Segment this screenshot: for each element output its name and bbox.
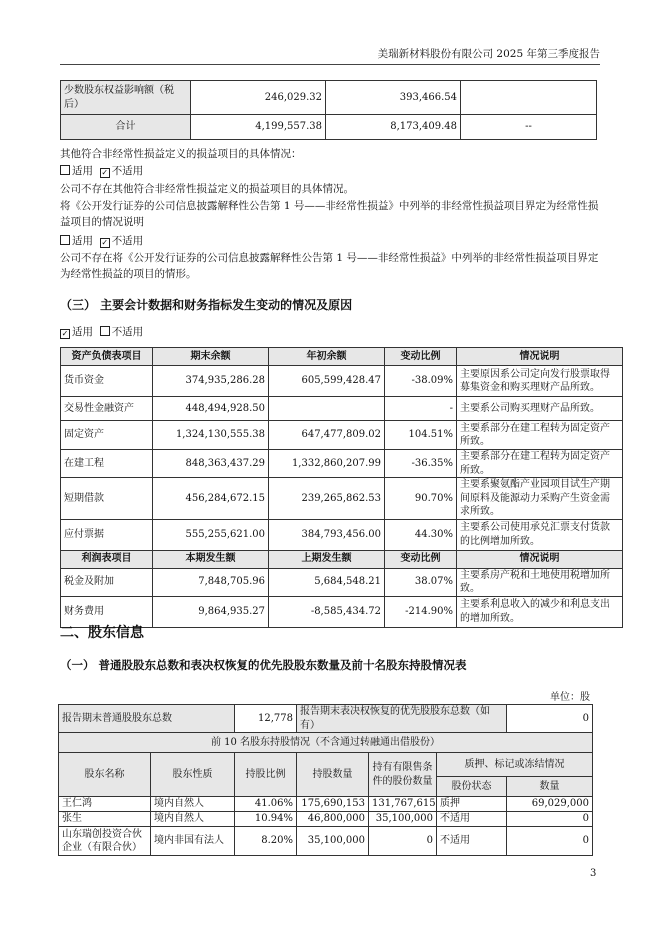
applicability-options — [60, 163, 600, 179]
cell-ratio: 41.06% — [235, 797, 297, 812]
option-label: 适用 — [72, 165, 93, 177]
cell-status: 不适用 — [437, 812, 507, 827]
column-header: 利润表项目 — [61, 550, 153, 568]
option-label: 适用 — [72, 326, 93, 338]
cell-ytd: 393,466.54 — [326, 81, 461, 115]
preferred-holders-label: 报告期末表决权恢复的优先股股东总数（如有） — [297, 705, 507, 733]
option-label: 不适用 — [111, 326, 144, 338]
checkbox-empty-icon — [60, 235, 70, 245]
column-header: 数量 — [507, 777, 593, 797]
column-header: 情况说明 — [457, 550, 623, 568]
cell-note — [461, 81, 597, 115]
cell-value: 7,848,705.96 — [153, 568, 269, 596]
total-holders-label: 报告期末普通股股东总数 — [59, 705, 235, 733]
cell-current: 246,029.32 — [191, 81, 326, 115]
cell-nature: 境内自然人 — [151, 797, 235, 812]
change-reason-table — [60, 347, 623, 628]
column-header: 持股数量 — [297, 753, 369, 797]
cell-item: 交易性金融资产 — [61, 397, 153, 421]
table-row — [61, 397, 623, 421]
cell-reason: 主要系聚氨酯产业园项目试生产期间原料及能源动力采购产生资金需求所致。 — [457, 478, 623, 520]
paragraph: 公司不存在将《公开发行证券的公司信息披露解释性公告第 1 号——非经常性损益》中列举的非经常性损益项目界定为经常性损益的项目的情形。 — [60, 252, 599, 280]
cell-value: 605,599,428.47 — [269, 366, 385, 397]
cell-reason: 主要系利息收入的减少和利息支出的增加所致。 — [457, 596, 623, 627]
table-row — [61, 519, 623, 550]
table-row — [59, 812, 593, 827]
cell-restricted: 35,100,000 — [369, 812, 437, 827]
cell-item: 货币资金 — [61, 366, 153, 397]
cell-ratio: 38.07% — [385, 568, 457, 596]
applicability-options — [60, 324, 600, 340]
cell-reason: 主要系公司购买理财产品所致。 — [457, 397, 623, 421]
cell-ytd: 8,173,409.48 — [326, 115, 461, 140]
cell-value: 555,255,621.00 — [153, 519, 269, 550]
table-header-row — [61, 348, 623, 366]
cell-ratio: 90.70% — [385, 478, 457, 520]
cell-name: 王仁鸿 — [59, 797, 151, 812]
column-header: 持股比例 — [235, 753, 297, 797]
column-header: 情况说明 — [457, 348, 623, 366]
cell-value: 1,324,130,555.38 — [153, 421, 269, 450]
table-row — [61, 478, 623, 520]
cell-ratio: 104.51% — [385, 421, 457, 450]
section-title: （一） 普通股股东总数和表决权恢复的优先股股东数量及前十名股东持股情况表 — [60, 658, 467, 672]
table-row — [59, 827, 593, 856]
cell-reason: 主要系部分在建工程转为固定资产所致。 — [457, 421, 623, 450]
cell-value: 9,864,935.27 — [153, 596, 269, 627]
cell-nature: 境内非国有法人 — [151, 827, 235, 856]
cell-ratio: -38.09% — [385, 366, 457, 397]
cell-item: 税金及附加 — [61, 568, 153, 596]
table-row — [59, 733, 593, 753]
paragraph: 其他符合非经常性损益定义的损益项目的具体情况： — [60, 148, 302, 160]
column-header: 期末余额 — [153, 348, 269, 366]
cell-current: 4,199,557.38 — [191, 115, 326, 140]
section-title: 二、股东信息 — [60, 625, 144, 641]
header-rule — [60, 64, 600, 65]
column-header: 本期发生额 — [153, 550, 269, 568]
cell-amount: 69,029,000 — [507, 797, 593, 812]
column-header: 质押、标记或冻结情况 — [437, 753, 593, 777]
cell-value: 384,793,456.00 — [269, 519, 385, 550]
table-row — [61, 115, 597, 140]
cell-nature: 境内自然人 — [151, 812, 235, 827]
option-label: 不适用 — [111, 165, 144, 177]
cell-value: -8,585,434.72 — [269, 596, 385, 627]
column-header: 上期发生额 — [269, 550, 385, 568]
column-header: 持有有限售条件的股份数量 — [369, 753, 437, 797]
cell-count: 35,100,000 — [297, 827, 369, 856]
cell-amount: 0 — [507, 827, 593, 856]
top10-caption: 前 10 名股东持股情况（不含通过转融通出借股份） — [59, 733, 593, 753]
checkbox-checked-icon: ✓ — [101, 238, 109, 247]
cell-reason: 主要原因系公司定向发行股票取得募集资金和购买理财产品所致。 — [457, 366, 623, 397]
cell-restricted: 131,767,615 — [369, 797, 437, 812]
cell-item: 应付票据 — [61, 519, 153, 550]
cell-value: 848,363,437.29 — [153, 450, 269, 478]
cell-restricted: 0 — [369, 827, 437, 856]
cell-name: 张生 — [59, 812, 151, 827]
cell-value: 647,477,809.02 — [269, 421, 385, 450]
cell-item: 少数股东权益影响额（税后） — [61, 81, 191, 115]
checkbox-checked-icon: ✓ — [101, 168, 109, 177]
cell-item: 固定资产 — [61, 421, 153, 450]
cell-ratio: 44.30% — [385, 519, 457, 550]
cell-reason: 主要系房产税和土地使用税增加所致。 — [457, 568, 623, 596]
cell-item: 在建工程 — [61, 450, 153, 478]
cell-status: 不适用 — [437, 827, 507, 856]
table-header-row — [61, 550, 623, 568]
column-header: 股东性质 — [151, 753, 235, 797]
cell-status: 质押 — [437, 797, 507, 812]
cell-reason: 主要系部分在建工程转为固定资产所致。 — [457, 450, 623, 478]
applicability-options — [60, 233, 600, 249]
cell-ratio: -214.90% — [385, 596, 457, 627]
cell-value — [269, 397, 385, 421]
column-header: 股份状态 — [437, 777, 507, 797]
cell-count: 175,690,153 — [297, 797, 369, 812]
table-row — [61, 450, 623, 478]
cell-ratio: 8.20% — [235, 827, 297, 856]
page-number: 3 — [590, 868, 597, 879]
cell-value: 5,684,548.21 — [269, 568, 385, 596]
column-header: 年初余额 — [269, 348, 385, 366]
cell-value: 1,332,860,207.99 — [269, 450, 385, 478]
table-row — [61, 366, 623, 397]
total-holders-value: 12,778 — [235, 705, 297, 733]
cell-value: 239,265,862.53 — [269, 478, 385, 520]
non-recurring-table — [60, 80, 597, 140]
cell-count: 46,800,000 — [297, 812, 369, 827]
paragraph: 公司不存在其他符合非经常性损益定义的损益项目的具体情况。 — [60, 183, 354, 195]
option-label: 适用 — [72, 235, 93, 247]
column-header: 变动比例 — [385, 550, 457, 568]
cell-item: 财务费用 — [61, 596, 153, 627]
checkbox-checked-icon: ✓ — [61, 329, 69, 338]
paragraph: 将《公开发行证券的公司信息披露解释性公告第 1 号——非经常性损益》中列举的非经常性损益项目界定为经常性损益项目的情况说明 — [60, 200, 599, 228]
running-header: 美瑞新材料股份有限公司 2025 年第三季度报告 — [377, 48, 600, 60]
cell-item: 合计 — [61, 115, 191, 140]
cell-amount: 0 — [507, 812, 593, 827]
table-row — [61, 596, 623, 627]
cell-value: 448,494,928.50 — [153, 397, 269, 421]
cell-ratio: 10.94% — [235, 812, 297, 827]
table-header-row — [59, 753, 593, 777]
unit-label: 单位：股 — [550, 692, 590, 703]
checkbox-empty-icon — [60, 165, 70, 175]
section-title: （三） 主要会计数据和财务指标发生变动的情况及原因 — [60, 298, 353, 312]
cell-item: 短期借款 — [61, 478, 153, 520]
cell-note: -- — [461, 115, 597, 140]
cell-reason: 主要系公司使用承兑汇票支付货款的比例增加所致。 — [457, 519, 623, 550]
cell-name: 山东瑞创投资合伙企业（有限合伙） — [59, 827, 151, 856]
column-header: 变动比例 — [385, 348, 457, 366]
cell-ratio: -36.35% — [385, 450, 457, 478]
checkbox-empty-icon — [100, 326, 110, 336]
table-row — [59, 705, 593, 733]
preferred-holders-value: 0 — [507, 705, 593, 733]
table-row — [61, 421, 623, 450]
option-label: 不适用 — [111, 235, 144, 247]
cell-value: 374,935,286.28 — [153, 366, 269, 397]
shareholders-table — [58, 704, 593, 856]
cell-value: 456,284,672.15 — [153, 478, 269, 520]
column-header: 资产负债表项目 — [61, 348, 153, 366]
table-row — [59, 797, 593, 812]
table-row — [61, 568, 623, 596]
cell-ratio: - — [385, 397, 457, 421]
column-header: 股东名称 — [59, 753, 151, 797]
table-row — [61, 81, 597, 115]
